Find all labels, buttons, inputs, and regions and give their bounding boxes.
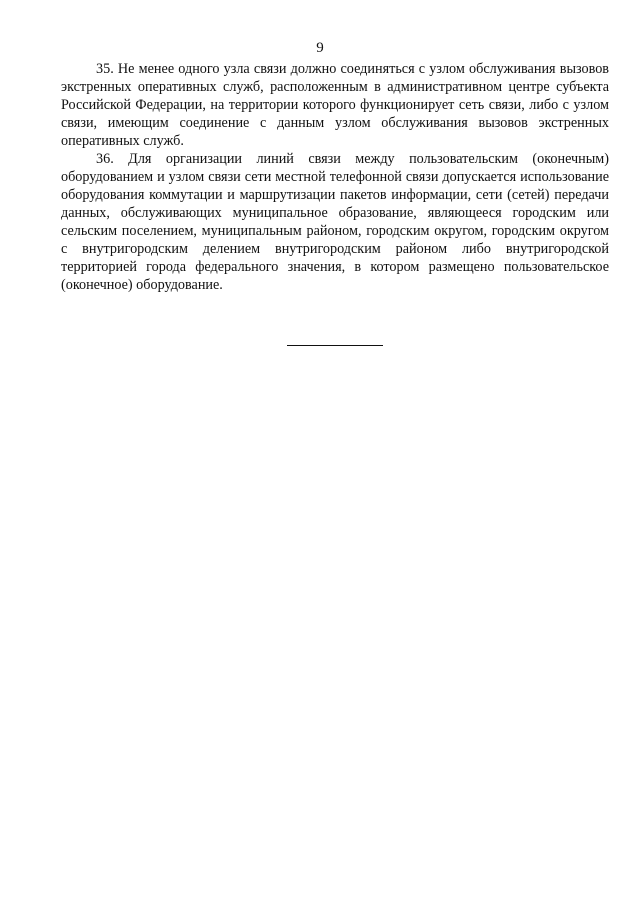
paragraph-35: 35. Не менее одного узла связи должно соединяться с узлом обслуживания вызовов экстренных оперативных служб, расположенным в административном центре субъекта Российской Федерации, на территории которого функционирует сеть связи, либо с узлом связи, имеющим соединение с данным узлом обслуживания вызовов экстренных оперативных служб. <box>61 61 609 149</box>
document-body <box>61 60 609 294</box>
page-number: 9 <box>316 40 324 56</box>
end-separator-line <box>287 345 383 346</box>
paragraph-36: 36. Для организации линий связи между пользовательским (оконечным) оборудованием и узлом связи сети местной телефонной связи допускается использование оборудования коммутации и маршрутизации пакетов информации, сети (сетей) передачи данных, обслуживающих муниципальное образование, являющееся городским или сельским поселением, муниципальным районом, городским округом, городским округом с внутригородским делением внутригородским районом либо внутригородской территорией города федерального значения, в котором размещено пользовательское (оконечное) оборудование. <box>61 151 609 293</box>
